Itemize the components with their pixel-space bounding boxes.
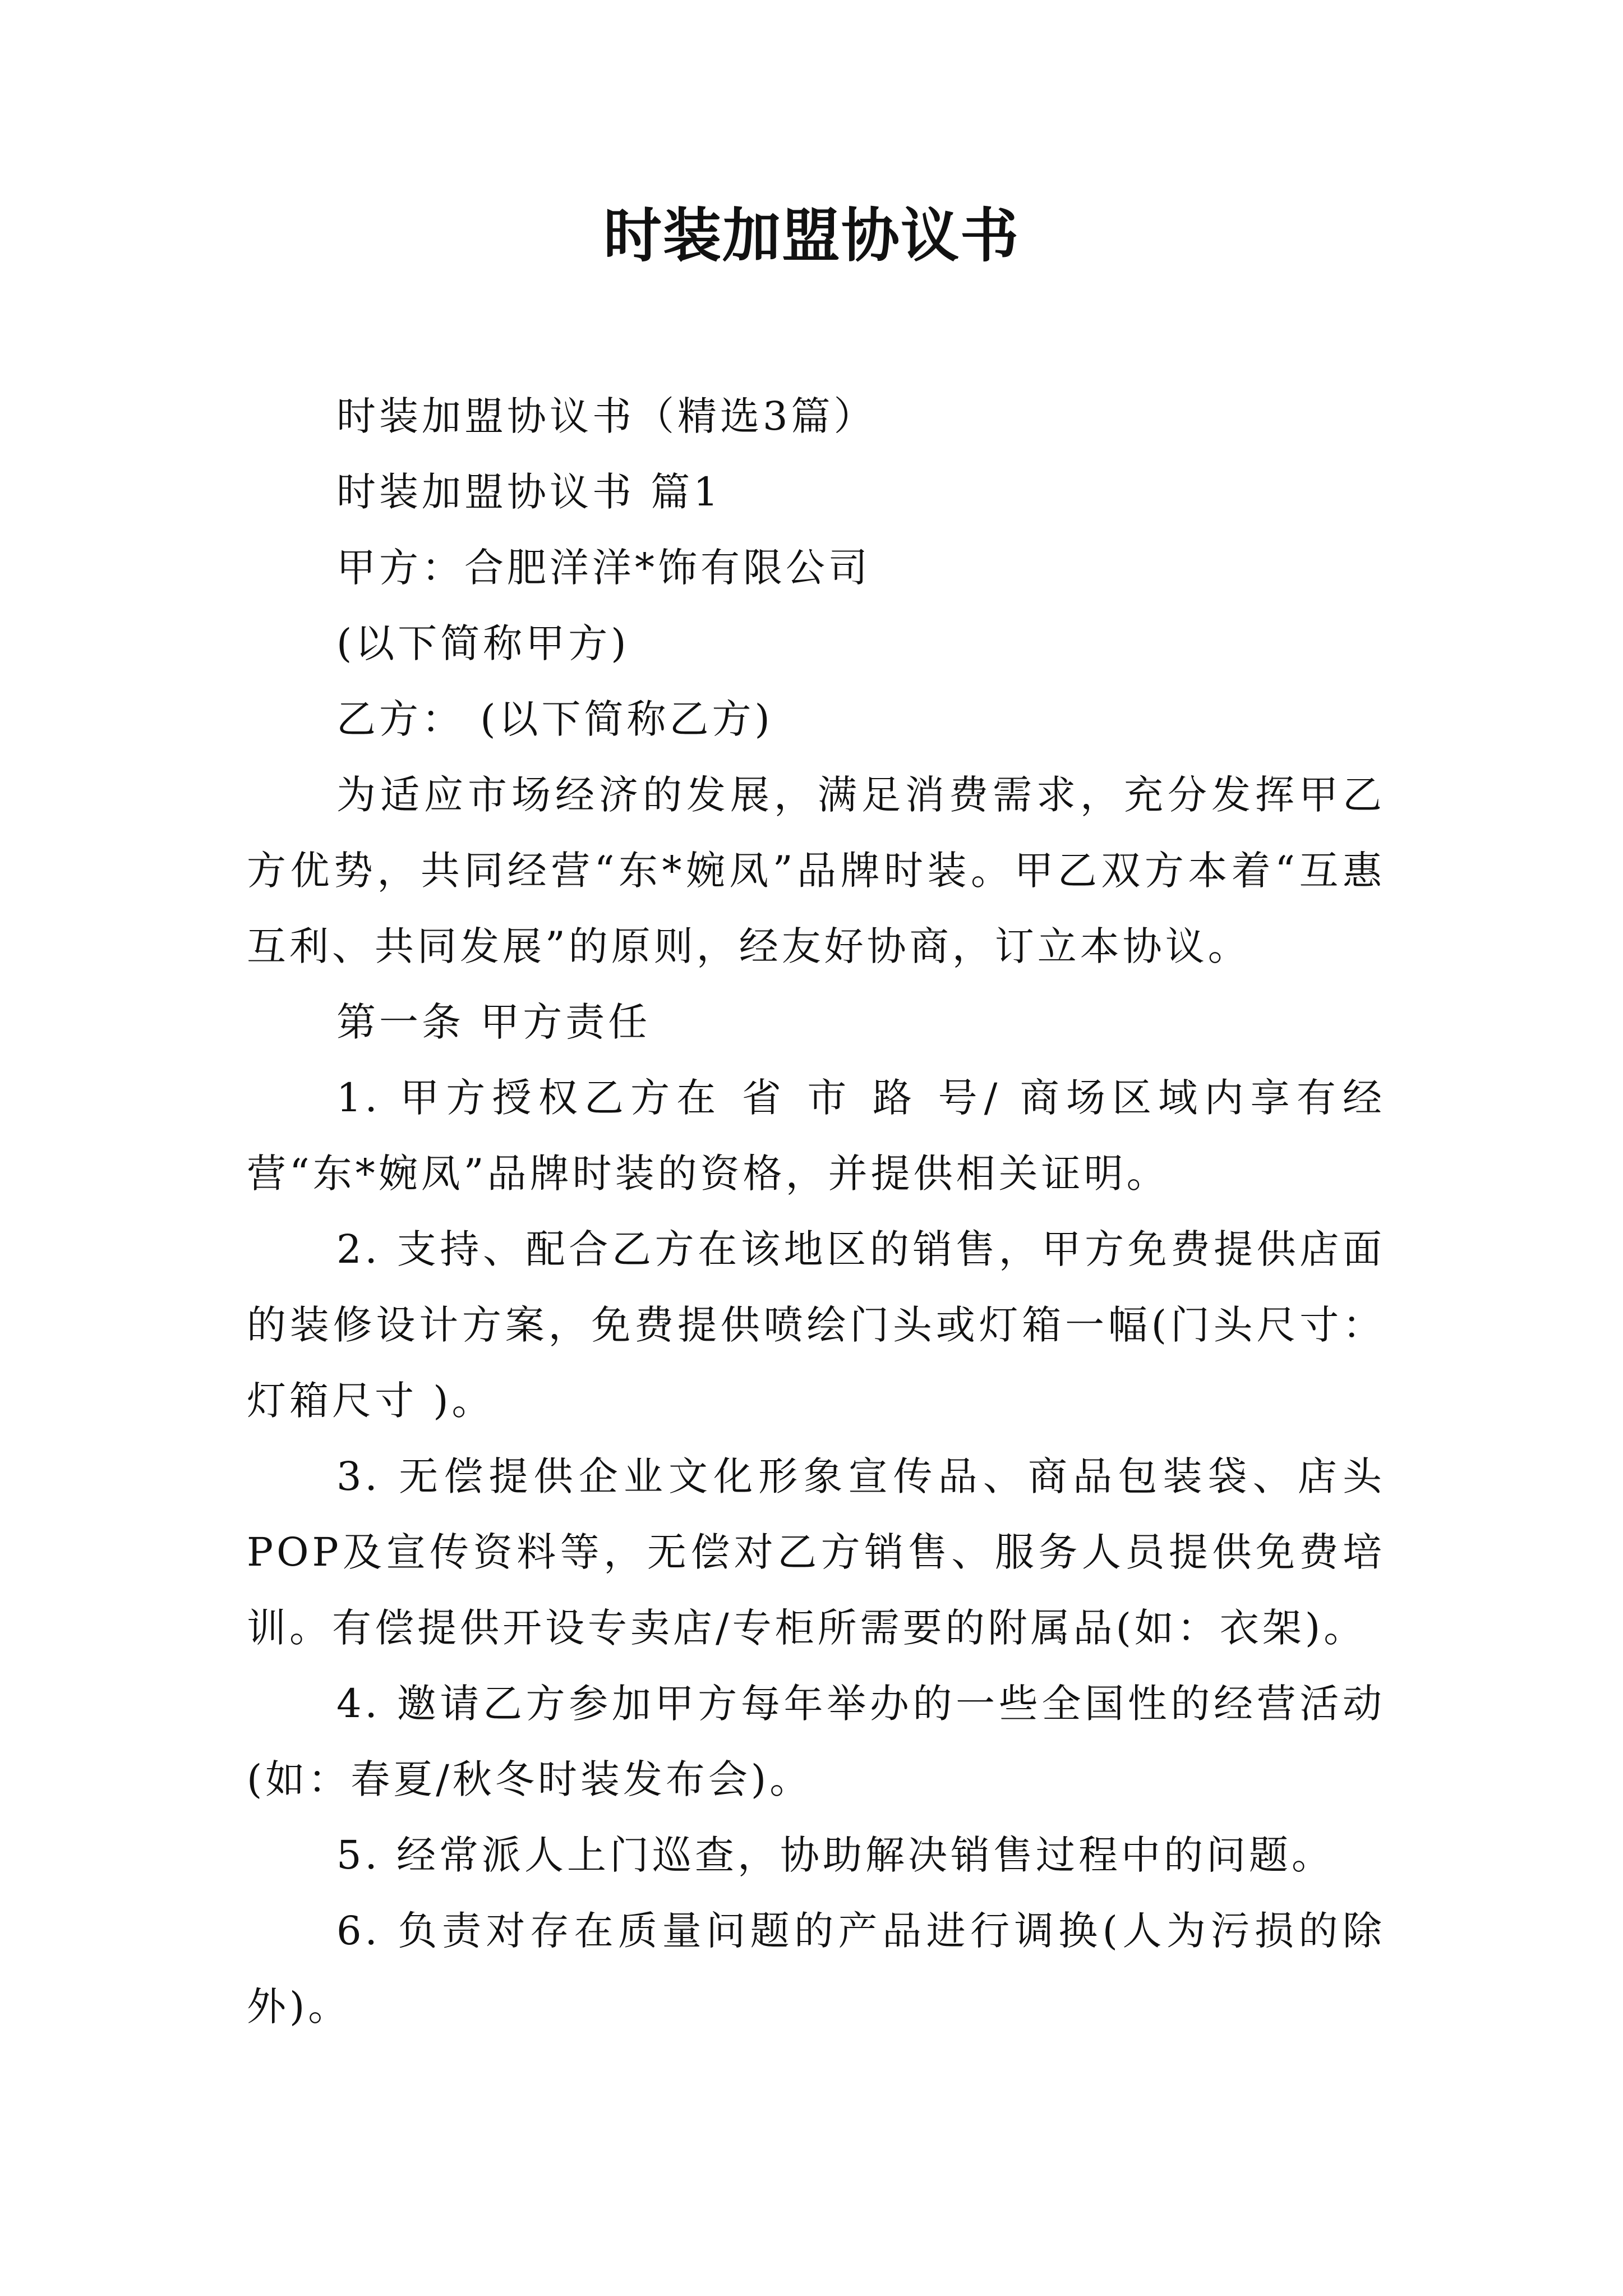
document-title: 时装加盟协议书 (603, 201, 1020, 270)
paragraph-item-3: 3. 无偿提供企业文化形象宣传品、商品包装袋、店头POP及宣传资料等，无偿对乙方销售、服务人员提供免费培训。有偿提供开设专卖店/专柜所需要的附属品(如：衣架)。 (247, 1453, 1385, 1651)
paragraph-item-2: 2. 支持、配合乙方在该地区的销售，甲方免费提供店面的装修设计方案，免费提供喷绘门头或灯箱一幅(门头尺寸： 灯箱尺寸 )。 (247, 1226, 1385, 1424)
paragraph-item-6: 6. 负责对存在质量问题的产品进行调换(人为污损的除外)。 (247, 1908, 1385, 2030)
paragraph-preamble: 为适应市场经济的发展，满足消费需求，充分发挥甲乙方优势，共同经营“东*婉凤”品牌时装。甲乙双方本着“互惠互利、共同发展”的原则，经友好协商，订立本协议。 (247, 772, 1385, 969)
paragraph-subtitle: 时装加盟协议书（精选3篇） (336, 393, 877, 439)
paragraph-party-a: 甲方：合肥洋洋*饰有限公司 (336, 545, 871, 591)
paragraph-party-b: 乙方： (以下简称乙方) (336, 696, 773, 742)
paragraph-item-4: 4. 邀请乙方参加甲方每年举办的一些全国性的经营活动(如：春夏/秋冬时装发布会)。 (247, 1681, 1385, 1802)
document-body (247, 379, 1385, 2045)
paragraph-item-5: 5. 经常派人上门巡查，协助解决销售过程中的问题。 (336, 1832, 1335, 1878)
paragraph-article-one: 第一条 甲方责任 (336, 999, 651, 1045)
paragraph-section-heading: 时装加盟协议书 篇1 (336, 469, 722, 515)
paragraph-party-a-note: (以下简称甲方) (336, 620, 630, 666)
paragraph-item-1: 1. 甲方授权乙方在 省 市 路 号/ 商场区域内享有经营“东*婉凤”品牌时装的资格，并提供相关证明。 (247, 1075, 1385, 1197)
